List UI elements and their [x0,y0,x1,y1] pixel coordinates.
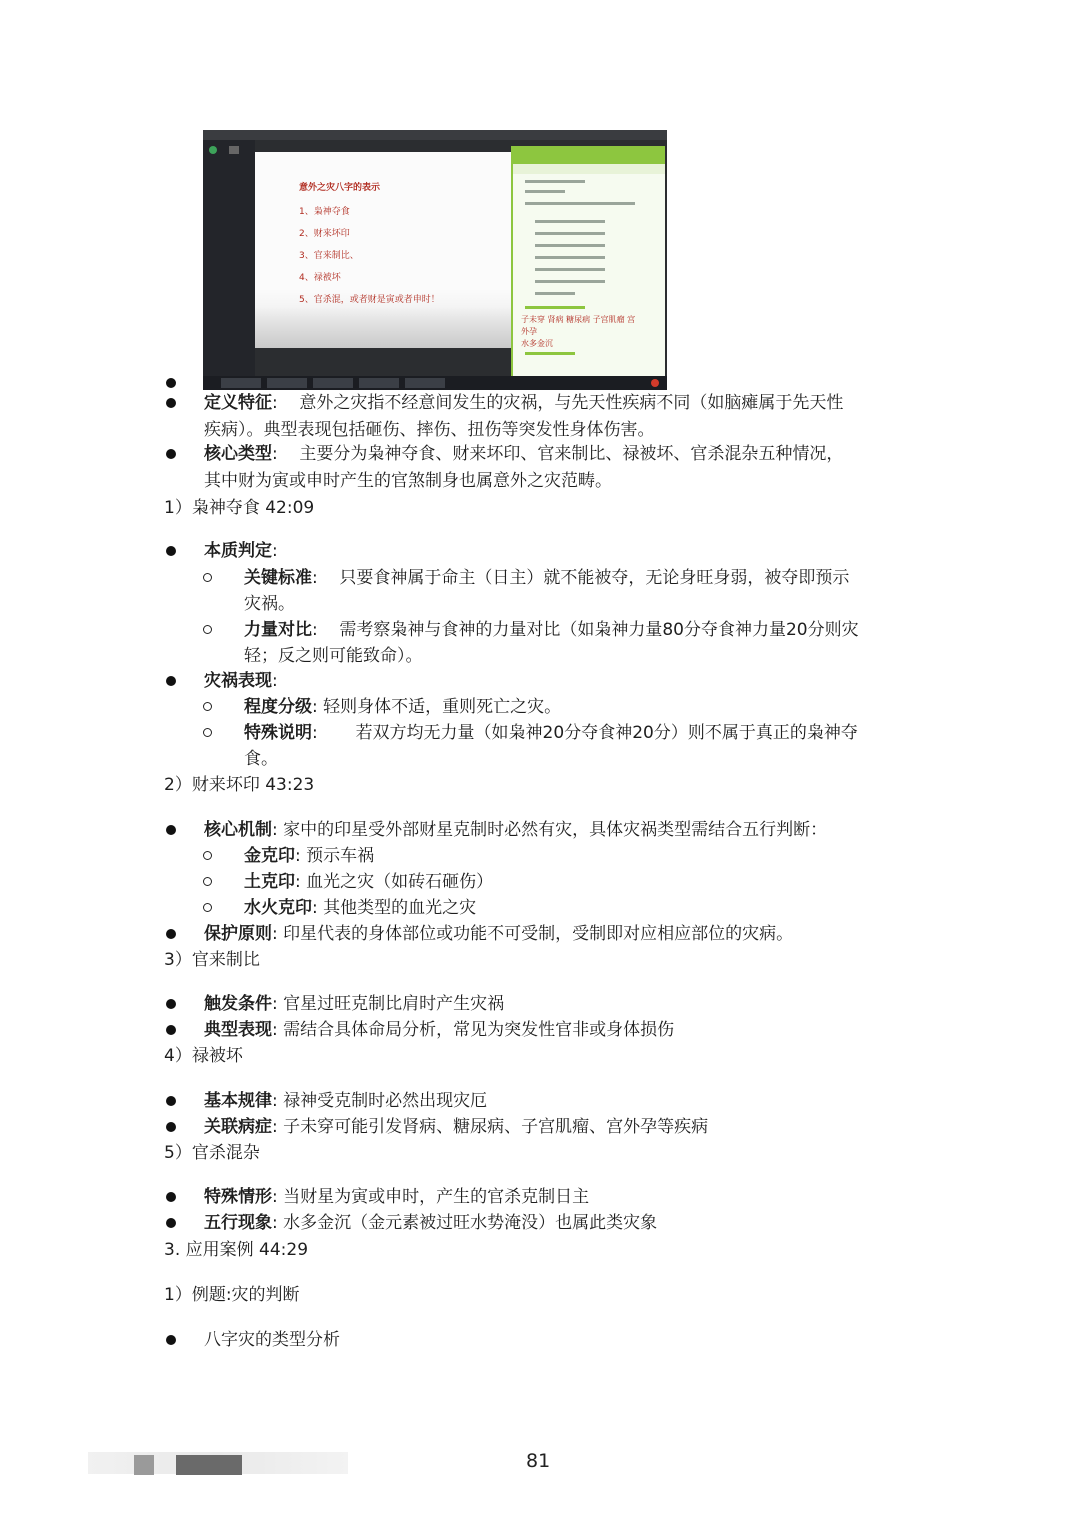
mechanism-line: 核心机制: 家中的印星受外部财星克制时必然有灾，具体灾祸类型需结合五行判断： [204,820,828,840]
chat-panel [511,146,665,376]
section-heading: 3）官来制比 [164,950,260,970]
protect-line: 保护原则: 印星代表的身体部位或功能不可受制，受制即对应相应部位的灾病。 [204,924,794,944]
chat-tabs [513,164,665,174]
chat-header [513,146,665,164]
chat-line [525,190,565,193]
section-heading: 4）禄被坏 [164,1046,243,1066]
bullet-icon [166,1335,176,1345]
bullet-icon [166,1122,176,1132]
essence-label: 本质判定 [204,541,272,561]
chat-line [525,306,585,309]
definition-line: 定义特征: 意外之灾指不经意间发生的灾祸，与先天性疾病不同（如脑瘫属于先天性 [204,393,844,413]
degree-line: 程度分级: 轻则身体不适，重则死亡之灾。 [244,697,562,717]
trigger-text: 官星过旺克制比肩时产生灾祸 [283,994,505,1014]
slide-title: 意外之灾八字的表示 [299,183,381,193]
bullet-icon [166,1218,176,1228]
chat-line [535,232,605,235]
slide-item: 2、财来坏印 [299,229,350,239]
types-line: 核心类型: 主要分为枭神夺食、财来坏印、官来制比、禄被坏、官杀混杂五种情况， [204,444,844,464]
chat-handwriting: 水多金沉 [521,339,553,348]
trigger-line: 触发条件: 官星过旺克制比肩时产生灾祸 [204,994,505,1014]
bullet-icon [166,1096,176,1106]
case-bullet-text: 八字灾的类型分析 [204,1330,340,1350]
typical-text: 需结合具体命局分析，常见为突发性官非或身体损伤 [283,1020,675,1040]
metal-text: 预示车祸 [306,846,375,866]
page-number: 81 [526,1450,551,1472]
chat-line [525,180,585,183]
taskbar-item [221,378,261,388]
presentation-slide [255,152,511,348]
slide-item: 1、枭神夺食 [299,207,350,217]
sub-bullet-icon [203,625,212,634]
bullet-icon [166,825,176,835]
bullet-icon [166,999,176,1009]
essence-line: 本质判定: [204,541,278,561]
bullet-icon [166,546,176,556]
chat-handwriting: 外孕 [521,327,537,336]
protect-text: 印星代表的身体部位或功能不可受制，受制即对应相应部位的灾病。 [283,924,794,944]
bullet-icon [166,398,176,408]
sub-bullet-icon [203,728,212,737]
window-titlebar [203,130,667,140]
notification-icon [651,379,659,387]
sub-bullet-icon [203,877,212,886]
degree-text: 轻则身体不适，重则死亡之灾。 [323,697,562,717]
chat-line [535,280,605,283]
related-line: 关联病症: 子未穿可能引发肾病、糖尿病、子宫肌瘤、宫外孕等疾病 [204,1117,709,1137]
record-icon [209,146,217,154]
taskbar-item [359,378,399,388]
chat-line [535,268,605,271]
chat-line [535,256,605,259]
taskbar-item [267,378,307,388]
protect-label: 保护原则 [204,924,272,944]
redacted-block [176,1455,242,1475]
bullet-icon [166,449,176,459]
lecture-screenshot [203,130,667,390]
section-heading: 5）官杀混杂 [164,1143,260,1163]
power-label: 力量对比 [244,620,312,640]
sub-bullet-icon [203,573,212,582]
five-label: 五行现象 [204,1213,272,1233]
special-line: 特殊说明: 若双方均无力量（如枭神20分夺食神20分）则不属于真正的枭神夺 [244,723,858,743]
definition-text-cont: 疾病）。典型表现包括砸伤、摔伤、扭伤等突发性身体伤害。 [204,420,655,440]
section-heading: 1）枭神夺食 42:09 [164,498,315,518]
bullet-icon [166,1192,176,1202]
landscape-decoration [255,306,511,348]
chat-line [535,244,605,247]
rule-text: 禄神受克制时必然出现灾厄 [283,1091,488,1111]
sub-bullet-icon [203,851,212,860]
sub-bullet-icon [203,903,212,912]
types-label: 核心类型 [204,444,272,464]
example-heading: 1）例题:灾的判断 [164,1285,300,1305]
power-line: 力量对比: 需考察枭神与食神的力量对比（如枭神力量80分夺食神力量20分则灾 [244,620,859,640]
mechanism-text: 家中的印星受外部财星克制时必然有灾，具体灾祸类型需结合五行判断： [283,820,828,840]
key-text: 只要食神属于命主（日主）就不能被夺，无论身旺身弱，被夺即预示 [339,568,850,588]
rule-label: 基本规律 [204,1091,272,1111]
earth-line: 土克印: 血光之灾（如砖石砸伤） [244,872,494,892]
bullet-icon [166,1025,176,1035]
definition-text: 意外之灾指不经意间发生的灾祸，与先天性疾病不同（如脑瘫属于先天性 [299,393,844,413]
bullet-icon [166,929,176,939]
water-label: 水火克印 [244,898,312,918]
definition-label: 定义特征 [204,393,272,413]
key-text-cont: 灾祸。 [244,594,295,614]
metal-label: 金克印 [244,846,295,866]
special-case-text: 当财星为寅或申时，产生的官杀克制日主 [283,1187,590,1207]
special-case-label: 特殊情形 [204,1187,272,1207]
trigger-label: 触发条件 [204,994,272,1014]
slide-item: 5、官杀混，或者财是寅或者申时！ [299,295,440,305]
special-text-cont: 食。 [244,749,278,769]
power-text: 需考察枭神与食神的力量对比（如枭神力量80分夺食神力量20分则灾 [339,620,859,640]
key-label: 关键标准 [244,568,312,588]
menu-icon [229,146,239,154]
five-line: 五行现象: 水多金沉（金元素被过旺水势淹没）也属此类灾象 [204,1213,658,1233]
special-label: 特殊说明 [244,723,312,743]
five-text: 水多金沉（金元素被过旺水势淹没）也属此类灾象 [283,1213,658,1233]
slide-item: 3、官来制比、 [299,251,359,261]
key-line: 关键标准: 只要食神属于命主（日主）就不能被夺，无论身旺身弱，被夺即预示 [244,568,850,588]
types-text: 主要分为枭神夺食、财来坏印、官来制比、禄被坏、官杀混杂五种情况， [299,444,844,464]
water-line: 水火克印: 其他类型的血光之灾 [244,898,477,918]
related-text: 子未穿可能引发肾病、糖尿病、子宫肌瘤、宫外孕等疾病 [283,1117,709,1137]
sub-bullet-icon [203,702,212,711]
types-text-cont: 其中财为寅或申时产生的官煞制身也属意外之灾范畴。 [204,471,612,491]
slide-item: 4、禄被坏 [299,273,341,283]
chat-handwriting: 子未穿 肾病 糖尿病 子宫肌瘤 宫 [521,315,636,324]
earth-text: 血光之灾（如砖石砸伤） [306,872,494,892]
chat-line [525,202,635,205]
disaster-line: 灾祸表现: [204,671,278,691]
water-text: 其他类型的血光之灾 [323,898,477,918]
special-case-line: 特殊情形: 当财星为寅或申时，产生的官杀克制日主 [204,1187,590,1207]
bullet-icon [166,676,176,686]
degree-label: 程度分级 [244,697,312,717]
taskbar-item [313,378,353,388]
chat-line [535,220,605,223]
chat-line [525,352,575,355]
chat-line [535,292,575,295]
disaster-label: 灾祸表现 [204,671,272,691]
tool-sidebar [203,140,255,376]
related-label: 关联病症 [204,1117,272,1137]
typical-label: 典型表现 [204,1020,272,1040]
mechanism-label: 核心机制 [204,820,272,840]
rule-line: 基本规律: 禄神受克制时必然出现灾厄 [204,1091,488,1111]
metal-line: 金克印: 预示车祸 [244,846,375,866]
power-text-cont: 轻；反之则可能致命）。 [244,646,423,666]
section-heading: 3. 应用案例 44:29 [164,1240,309,1260]
bullet-icon [166,378,176,388]
typical-line: 典型表现: 需结合具体命局分析，常见为突发性官非或身体损伤 [204,1020,675,1040]
special-text: 若双方均无力量（如枭神20分夺食神20分）则不属于真正的枭神夺 [355,723,858,743]
taskbar-item [405,378,445,388]
redacted-block [134,1455,154,1475]
taskbar [203,376,667,390]
earth-label: 土克印 [244,872,295,892]
section-heading: 2）财来坏印 43:23 [164,775,315,795]
